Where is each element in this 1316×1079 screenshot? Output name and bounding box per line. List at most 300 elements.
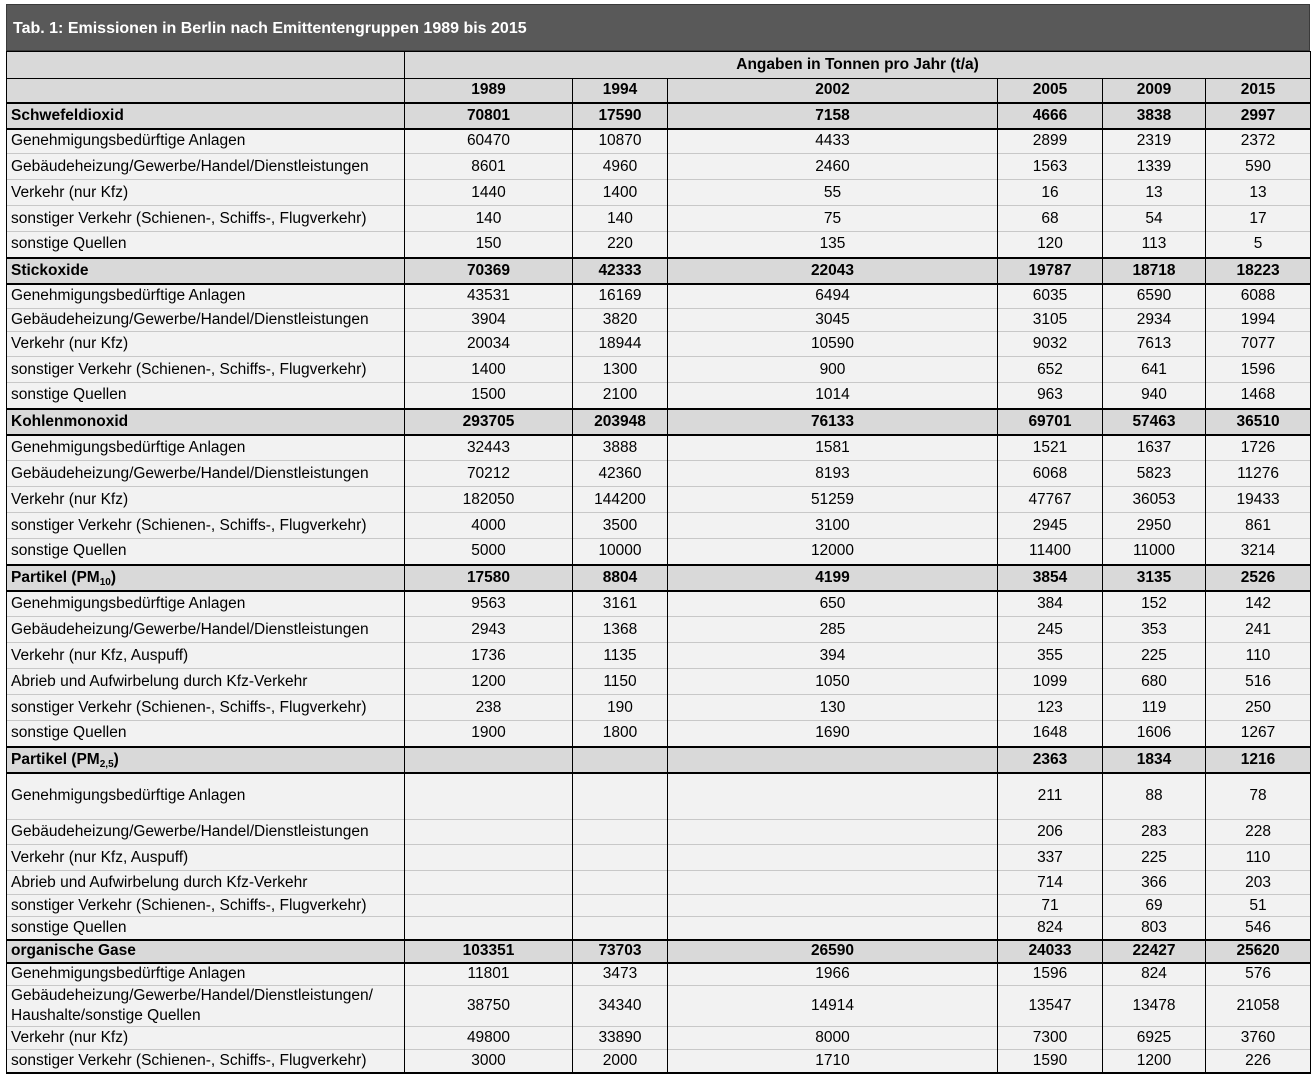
value-cell: 120 (998, 232, 1103, 258)
value-cell: 75 (668, 206, 998, 232)
value-cell: 18944 (573, 332, 668, 357)
group-name-suffix: ) (113, 750, 119, 768)
value-cell: 1150 (573, 669, 668, 695)
row-label: sonstige Quellen (7, 383, 405, 409)
row-label: Abrieb und Aufwirbelung durch Kfz-Verkehr (7, 669, 405, 695)
value-cell (573, 895, 668, 917)
value-cell: 70212 (405, 461, 573, 487)
value-cell: 366 (1103, 871, 1206, 895)
row-label: sonstiger Verkehr (Schienen-, Schiffs-, Flugverkehr) (7, 206, 405, 232)
value-cell (405, 773, 573, 820)
group-total-cell: 4666 (998, 103, 1103, 129)
value-cell: 337 (998, 845, 1103, 871)
group-total-cell: 42333 (573, 258, 668, 284)
row-label: sonstige Quellen (7, 232, 405, 258)
group-total-cell: 4199 (668, 565, 998, 591)
year-header: 2002 (668, 79, 998, 103)
value-cell: 51259 (668, 487, 998, 513)
value-cell: 150 (405, 232, 573, 258)
table-row (7, 232, 1311, 258)
group-name-text: Stickoxide (11, 261, 89, 279)
value-cell: 1606 (1103, 721, 1206, 747)
value-cell: 2460 (668, 154, 998, 180)
table-row (7, 591, 1311, 617)
value-cell: 2943 (405, 617, 573, 643)
group-total-cell: 3135 (1103, 565, 1206, 591)
value-cell: 3045 (668, 309, 998, 332)
value-cell: 182050 (405, 487, 573, 513)
group-name (7, 409, 405, 435)
value-cell: 590 (1206, 154, 1311, 180)
value-cell: 11000 (1103, 539, 1206, 565)
row-label: Genehmigungsbedürftige Anlagen (7, 963, 405, 986)
value-cell: 8193 (668, 461, 998, 487)
group-header-row (7, 258, 1311, 284)
value-cell: 13547 (998, 986, 1103, 1027)
group-name-subscript: 2,5 (99, 758, 114, 770)
value-cell: 33890 (573, 1027, 668, 1050)
value-cell: 69 (1103, 895, 1206, 917)
value-cell: 7613 (1103, 332, 1206, 357)
value-cell: 238 (405, 695, 573, 721)
table-title: Tab. 1: Emissionen in Berlin nach Emittentengruppen 1989 bis 2015 (6, 4, 1310, 51)
value-cell: 68 (998, 206, 1103, 232)
value-cell: 225 (1103, 643, 1206, 669)
value-cell: 2945 (998, 513, 1103, 539)
value-cell: 285 (668, 617, 998, 643)
row-label: sonstige Quellen (7, 721, 405, 747)
value-cell: 2372 (1206, 129, 1311, 154)
value-cell: 3500 (573, 513, 668, 539)
value-cell: 4960 (573, 154, 668, 180)
row-label: sonstige Quellen (7, 539, 405, 565)
table-row (7, 513, 1311, 539)
value-cell: 6494 (668, 284, 998, 309)
row-label: Abrieb und Aufwirbelung durch Kfz-Verkehr (7, 871, 405, 895)
group-total-cell: 293705 (405, 409, 573, 435)
table-row (7, 917, 1311, 940)
value-cell: 78 (1206, 773, 1311, 820)
value-cell: 49800 (405, 1027, 573, 1050)
value-cell: 6035 (998, 284, 1103, 309)
value-cell: 652 (998, 357, 1103, 383)
row-label: Gebäudeheizung/Gewerbe/Handel/Dienstleistungen (7, 461, 405, 487)
value-cell: 5000 (405, 539, 573, 565)
group-total-cell: 18223 (1206, 258, 1311, 284)
group-name-text: Schwefeldioxid (11, 106, 124, 124)
value-cell: 228 (1206, 820, 1311, 845)
table-row (7, 617, 1311, 643)
value-cell (573, 845, 668, 871)
value-cell: 130 (668, 695, 998, 721)
value-cell: 16169 (573, 284, 668, 309)
value-cell: 7300 (998, 1027, 1103, 1050)
value-cell: 2934 (1103, 309, 1206, 332)
value-cell: 3820 (573, 309, 668, 332)
value-cell: 1339 (1103, 154, 1206, 180)
value-cell: 7077 (1206, 332, 1311, 357)
value-cell: 206 (998, 820, 1103, 845)
value-cell: 9032 (998, 332, 1103, 357)
value-cell: 2100 (573, 383, 668, 409)
group-name (7, 258, 405, 284)
table-row (7, 487, 1311, 513)
value-cell: 21058 (1206, 986, 1311, 1027)
group-total-cell: 25620 (1206, 940, 1311, 963)
value-cell: 283 (1103, 820, 1206, 845)
value-cell: 241 (1206, 617, 1311, 643)
group-total-cell (573, 747, 668, 773)
value-cell: 203 (1206, 871, 1311, 895)
value-cell: 1736 (405, 643, 573, 669)
row-label: Verkehr (nur Kfz) (7, 1027, 405, 1050)
group-total-cell: 69701 (998, 409, 1103, 435)
table-row (7, 1027, 1311, 1050)
value-cell: 13478 (1103, 986, 1206, 1027)
value-cell: 19433 (1206, 487, 1311, 513)
group-total-cell (405, 747, 573, 773)
group-name (7, 940, 405, 963)
value-cell: 516 (1206, 669, 1311, 695)
value-cell (668, 917, 998, 940)
value-cell: 10870 (573, 129, 668, 154)
value-cell: 54 (1103, 206, 1206, 232)
value-cell: 546 (1206, 917, 1311, 940)
value-cell: 60470 (405, 129, 573, 154)
group-name-subscript: 10 (99, 576, 111, 588)
value-cell (573, 917, 668, 940)
year-header: 1989 (405, 79, 573, 103)
group-total-cell: 19787 (998, 258, 1103, 284)
value-cell: 3105 (998, 309, 1103, 332)
group-total-cell: 1834 (1103, 747, 1206, 773)
value-cell: 4000 (405, 513, 573, 539)
value-cell: 1099 (998, 669, 1103, 695)
row-label: Genehmigungsbedürftige Anlagen (7, 435, 405, 461)
value-cell: 1710 (668, 1050, 998, 1073)
table-row (7, 206, 1311, 232)
value-cell: 225 (1103, 845, 1206, 871)
group-name-text: organische Gase (11, 942, 136, 959)
value-cell: 714 (998, 871, 1103, 895)
value-cell: 1368 (573, 617, 668, 643)
value-cell: 1468 (1206, 383, 1311, 409)
value-cell: 119 (1103, 695, 1206, 721)
table-row (7, 963, 1311, 986)
value-cell: 4433 (668, 129, 998, 154)
year-header: 2009 (1103, 79, 1206, 103)
value-cell (668, 820, 998, 845)
years-header-row (7, 79, 1311, 103)
value-cell: 1637 (1103, 435, 1206, 461)
value-cell: 11801 (405, 963, 573, 986)
value-cell: 250 (1206, 695, 1311, 721)
group-total-cell: 57463 (1103, 409, 1206, 435)
group-total-cell: 3854 (998, 565, 1103, 591)
value-cell: 1690 (668, 721, 998, 747)
group-total-cell: 2363 (998, 747, 1103, 773)
value-cell: 8000 (668, 1027, 998, 1050)
value-cell (573, 773, 668, 820)
value-cell: 10590 (668, 332, 998, 357)
group-total-cell: 103351 (405, 940, 573, 963)
value-cell: 2319 (1103, 129, 1206, 154)
value-cell: 51 (1206, 895, 1311, 917)
value-cell: 3000 (405, 1050, 573, 1073)
table-row (7, 643, 1311, 669)
table-row (7, 1050, 1311, 1073)
value-cell: 353 (1103, 617, 1206, 643)
table-row (7, 845, 1311, 871)
value-cell: 6925 (1103, 1027, 1206, 1050)
group-total-cell: 73703 (573, 940, 668, 963)
value-cell: 824 (998, 917, 1103, 940)
row-label: Gebäudeheizung/Gewerbe/Handel/Dienstleistungen (7, 820, 405, 845)
value-cell: 226 (1206, 1050, 1311, 1073)
value-cell: 3760 (1206, 1027, 1311, 1050)
value-cell (405, 917, 573, 940)
year-header: 2005 (998, 79, 1103, 103)
value-cell: 88 (1103, 773, 1206, 820)
value-cell: 110 (1206, 845, 1311, 871)
value-cell: 16 (998, 180, 1103, 206)
row-label: Gebäudeheizung/Gewerbe/Handel/Dienstleistungen (7, 154, 405, 180)
value-cell: 1900 (405, 721, 573, 747)
value-cell: 34340 (573, 986, 668, 1027)
row-label: Genehmigungsbedürftige Anlagen (7, 284, 405, 309)
group-header-row (7, 940, 1311, 963)
value-cell (573, 871, 668, 895)
table-row (7, 383, 1311, 409)
group-total-cell: 203948 (573, 409, 668, 435)
value-cell: 963 (998, 383, 1103, 409)
header-corner-cell (7, 52, 405, 79)
table-row (7, 309, 1311, 332)
group-name-suffix: ) (110, 568, 117, 586)
value-cell: 6088 (1206, 284, 1311, 309)
value-cell: 20034 (405, 332, 573, 357)
value-cell: 5 (1206, 232, 1311, 258)
value-cell: 144200 (573, 487, 668, 513)
value-cell: 2899 (998, 129, 1103, 154)
value-cell: 1200 (1103, 1050, 1206, 1073)
value-cell: 1590 (998, 1050, 1103, 1073)
value-cell: 3161 (573, 591, 668, 617)
table-row (7, 820, 1311, 845)
group-name-text: Partikel (PM (11, 568, 100, 586)
value-cell: 1521 (998, 435, 1103, 461)
row-label: sonstiger Verkehr (Schienen-, Schiffs-, Flugverkehr) (7, 513, 405, 539)
value-cell: 13 (1103, 180, 1206, 206)
group-name (7, 565, 405, 591)
emissions-table (6, 51, 1311, 1074)
value-cell: 680 (1103, 669, 1206, 695)
value-cell (405, 820, 573, 845)
group-total-cell: 17590 (573, 103, 668, 129)
table-row (7, 669, 1311, 695)
row-label: sonstiger Verkehr (Schienen-, Schiffs-, Flugverkehr) (7, 1050, 405, 1073)
group-total-cell: 26590 (668, 940, 998, 963)
value-cell: 6068 (998, 461, 1103, 487)
value-cell: 113 (1103, 232, 1206, 258)
value-cell: 55 (668, 180, 998, 206)
value-cell: 43531 (405, 284, 573, 309)
value-cell: 9563 (405, 591, 573, 617)
value-cell: 3100 (668, 513, 998, 539)
value-cell: 13 (1206, 180, 1311, 206)
table-row (7, 773, 1311, 820)
value-cell: 14914 (668, 986, 998, 1027)
value-cell (668, 845, 998, 871)
row-label: Verkehr (nur Kfz, Auspuff) (7, 845, 405, 871)
row-label: Verkehr (nur Kfz) (7, 180, 405, 206)
value-cell (668, 773, 998, 820)
value-cell: 42360 (573, 461, 668, 487)
group-total-cell: 22427 (1103, 940, 1206, 963)
row-label: sonstiger Verkehr (Schienen-, Schiffs-, Flugverkehr) (7, 357, 405, 383)
value-cell (405, 871, 573, 895)
value-cell: 12000 (668, 539, 998, 565)
value-cell: 110 (1206, 643, 1311, 669)
value-cell: 32443 (405, 435, 573, 461)
value-cell: 3904 (405, 309, 573, 332)
value-cell: 123 (998, 695, 1103, 721)
group-header-row (7, 565, 1311, 591)
group-total-cell: 17580 (405, 565, 573, 591)
group-total-cell: 2526 (1206, 565, 1311, 591)
value-cell: 1300 (573, 357, 668, 383)
value-cell: 211 (998, 773, 1103, 820)
value-cell: 140 (573, 206, 668, 232)
value-cell: 47767 (998, 487, 1103, 513)
group-total-cell: 76133 (668, 409, 998, 435)
header-corner-cell (7, 79, 405, 103)
value-cell: 576 (1206, 963, 1311, 986)
value-cell: 1726 (1206, 435, 1311, 461)
value-cell: 641 (1103, 357, 1206, 383)
value-cell: 1500 (405, 383, 573, 409)
value-cell: 384 (998, 591, 1103, 617)
value-cell: 6590 (1103, 284, 1206, 309)
group-total-cell: 7158 (668, 103, 998, 129)
group-total-cell: 8804 (573, 565, 668, 591)
value-cell: 1596 (1206, 357, 1311, 383)
value-cell: 140 (405, 206, 573, 232)
value-cell (668, 895, 998, 917)
table-row (7, 461, 1311, 487)
row-label: Genehmigungsbedürftige Anlagen (7, 591, 405, 617)
table-row (7, 357, 1311, 383)
value-cell (668, 871, 998, 895)
group-total-cell: 24033 (998, 940, 1103, 963)
group-header-row (7, 103, 1311, 129)
group-name-text: Kohlenmonoxid (11, 412, 129, 430)
value-cell: 1400 (405, 357, 573, 383)
value-cell: 1267 (1206, 721, 1311, 747)
table-row (7, 332, 1311, 357)
value-cell: 17 (1206, 206, 1311, 232)
value-cell (573, 820, 668, 845)
group-total-cell: 22043 (668, 258, 998, 284)
value-cell (405, 845, 573, 871)
table-row (7, 284, 1311, 309)
value-cell: 10000 (573, 539, 668, 565)
table-body (7, 52, 1311, 1073)
value-cell: 5823 (1103, 461, 1206, 487)
group-total-cell: 3838 (1103, 103, 1206, 129)
table-row (7, 986, 1311, 1027)
value-cell: 1966 (668, 963, 998, 986)
year-header: 2015 (1206, 79, 1311, 103)
table-row (7, 895, 1311, 917)
table-row (7, 721, 1311, 747)
value-cell: 394 (668, 643, 998, 669)
value-cell: 900 (668, 357, 998, 383)
value-cell: 355 (998, 643, 1103, 669)
group-total-cell: 70369 (405, 258, 573, 284)
row-label: Gebäudeheizung/Gewerbe/Handel/Dienstleistungen/ Haushalte/sonstige Quellen (7, 986, 405, 1027)
table-row (7, 539, 1311, 565)
group-header-row (7, 409, 1311, 435)
year-header: 1994 (573, 79, 668, 103)
table-row (7, 695, 1311, 721)
value-cell: 803 (1103, 917, 1206, 940)
group-total-cell: 1216 (1206, 747, 1311, 773)
value-cell: 11276 (1206, 461, 1311, 487)
value-cell: 1596 (998, 963, 1103, 986)
value-cell: 135 (668, 232, 998, 258)
value-cell: 38750 (405, 986, 573, 1027)
value-cell: 1200 (405, 669, 573, 695)
value-cell: 190 (573, 695, 668, 721)
value-cell: 1648 (998, 721, 1103, 747)
value-cell: 1050 (668, 669, 998, 695)
row-label: Genehmigungsbedürftige Anlagen (7, 773, 405, 820)
value-cell: 1400 (573, 180, 668, 206)
value-cell: 3214 (1206, 539, 1311, 565)
value-cell: 2950 (1103, 513, 1206, 539)
value-cell: 940 (1103, 383, 1206, 409)
table-row (7, 180, 1311, 206)
value-cell: 650 (668, 591, 998, 617)
value-cell: 152 (1103, 591, 1206, 617)
value-cell: 8601 (405, 154, 573, 180)
table-row (7, 435, 1311, 461)
row-label: Genehmigungsbedürftige Anlagen (7, 129, 405, 154)
units-header-row (7, 52, 1311, 79)
group-total-cell: 70801 (405, 103, 573, 129)
value-cell: 142 (1206, 591, 1311, 617)
value-cell: 1994 (1206, 309, 1311, 332)
value-cell: 1800 (573, 721, 668, 747)
group-name (7, 103, 405, 129)
group-total-cell: 18718 (1103, 258, 1206, 284)
group-total-cell: 2997 (1206, 103, 1311, 129)
row-label: sonstige Quellen (7, 917, 405, 940)
value-cell: 1014 (668, 383, 998, 409)
group-name (7, 747, 405, 773)
value-cell: 1563 (998, 154, 1103, 180)
group-total-cell (668, 747, 998, 773)
value-cell: 3473 (573, 963, 668, 986)
value-cell: 861 (1206, 513, 1311, 539)
table-row (7, 129, 1311, 154)
value-cell: 1440 (405, 180, 573, 206)
row-label: Gebäudeheizung/Gewerbe/Handel/Dienstleistungen (7, 309, 405, 332)
row-label: sonstiger Verkehr (Schienen-, Schiffs-, Flugverkehr) (7, 895, 405, 917)
group-total-cell: 36510 (1206, 409, 1311, 435)
value-cell: 824 (1103, 963, 1206, 986)
